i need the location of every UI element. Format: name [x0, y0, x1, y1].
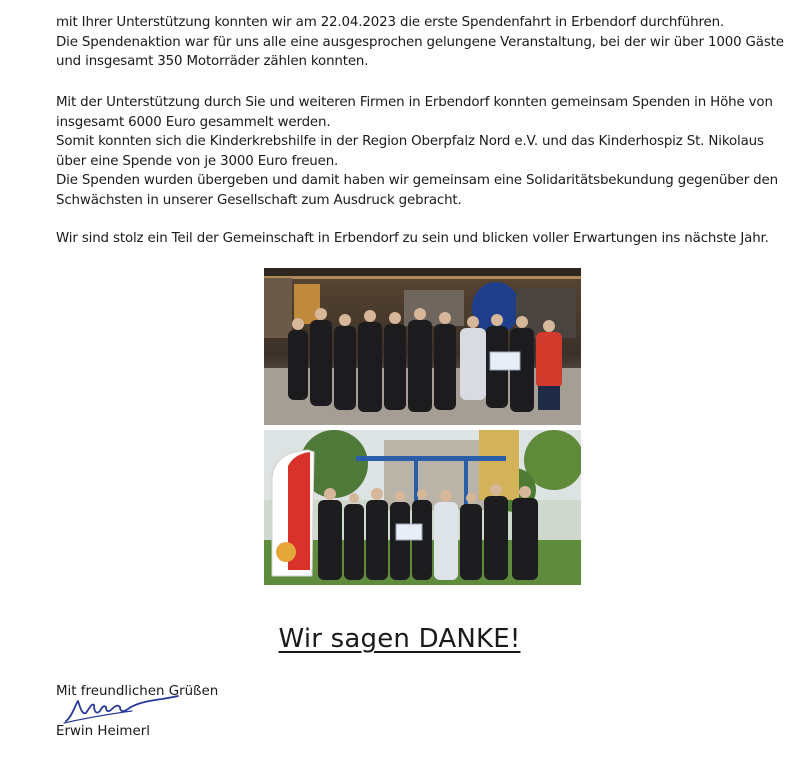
- text-line: Die Spendenaktion war für uns alle eine ausgesprochen gelungene Veranstaltung, bei der wir über 1000 Gäste: [56, 34, 784, 50]
- thanks-text: Wir sagen DANKE!: [278, 624, 521, 654]
- text-line: Somit konnten sich die Kinderkrebshilfe in der Region Oberpfalz Nord e.V. und das Kinderhospiz St. Nikolaus: [56, 134, 764, 149]
- thanks-heading: [0, 624, 799, 654]
- text-line: Mit der Unterstützung durch Sie und weiteren Firmen in Erbendorf konnten gemeinsam Spenden in Höhe von: [56, 95, 773, 110]
- text-line: mit Ihrer Unterstützung konnten wir am 22.04.2023 die erste Spendenfahrt in Erbendorf durchführen.: [56, 15, 725, 30]
- group-photo-garage: [264, 268, 581, 425]
- signer-name: Erwin Heimerl: [56, 724, 150, 739]
- text-line: Schwächsten in unserer Gesellschaft zum Ausdruck gebracht.: [56, 192, 462, 208]
- paragraph-spendenfahrt: [56, 13, 784, 72]
- paragraph-gemeinschaft: [56, 229, 768, 249]
- text-line: über eine Spende von je 3000 Euro freuen.: [56, 153, 339, 169]
- text-line: Die Spenden wurden übergeben und damit haben wir gemeinsam eine Solidaritätsbekundung gegenüber den: [56, 173, 778, 188]
- paragraph-spenden: [56, 93, 778, 210]
- text-line: und insgesamt 350 Motorräder zählen konnten.: [56, 54, 369, 69]
- text-line: Wir sind stolz ein Teil der Gemeinschaft in Erbendorf zu sein und blicken voller Erwartungen ins nächste Jahr.: [56, 231, 769, 246]
- closing-greeting: Mit freundlichen Grüßen: [56, 684, 219, 699]
- group-photo-outdoor: [264, 430, 581, 585]
- text-line: insgesamt 6000 Euro gesammelt werden.: [56, 114, 331, 130]
